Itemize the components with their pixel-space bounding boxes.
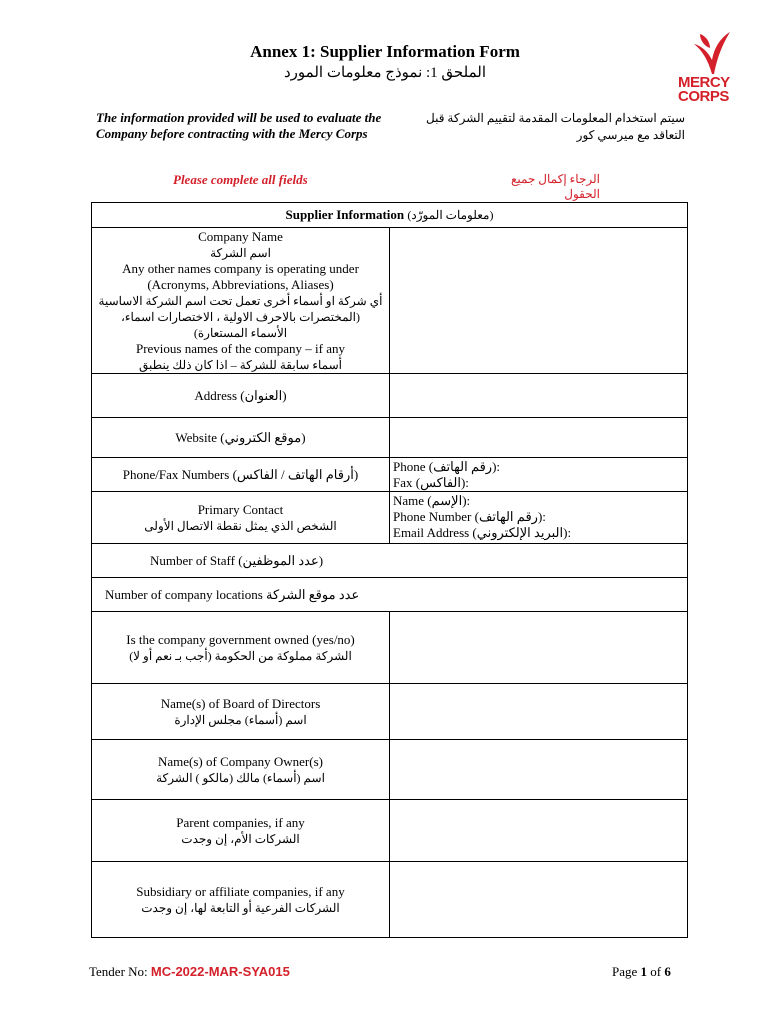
phone-fax-label: Phone/Fax Numbers (أرقام الهاتف / الفاكس) <box>92 458 390 492</box>
logo-text-corps: CORPS <box>678 88 729 105</box>
subsidiary-label <box>92 862 390 938</box>
previous-names-label-en: Previous names of the company – if any <box>135 340 346 356</box>
subsidiary-input-cell[interactable] <box>390 862 688 938</box>
company-names-label <box>92 228 390 374</box>
staff-label: Number of Staff (عدد الموظفين) <box>150 552 324 568</box>
website-label: Website (موقع الكتروني) <box>92 418 390 458</box>
company-name-label-ar: اسم الشركة <box>210 245 271 260</box>
board-label-ar: اسم (أسماء) مجلس الإدارة <box>174 712 307 727</box>
mercy-corps-logo <box>678 30 738 104</box>
locations-row[interactable] <box>92 578 688 612</box>
other-names-label-ar2: (المختصرات بالاحرف الاولية ، الاختصارات اسماء، <box>120 309 361 324</box>
table-header <box>92 203 688 228</box>
gov-owned-label-en: Is the company government owned (yes/no) <box>126 631 355 647</box>
gov-owned-label-ar: الشركة مملوكة من الحكومة (أجب بـ نعم أو لا) <box>129 648 352 663</box>
table-header-arabic: (معلومات المورّد) <box>407 208 494 222</box>
contact-phone-field-label: Phone Number (رقم الهاتف): <box>393 509 546 524</box>
page-of: of <box>650 964 662 979</box>
other-names-label-en1: Any other names company is operating under <box>122 260 359 276</box>
tender-number <box>89 964 290 980</box>
locations-label: Number of company locations عدد موقع الشركة <box>105 586 360 602</box>
previous-names-label-ar: أسماء سابقة للشركة – اذا كان ذلك ينطبق <box>138 357 343 372</box>
phone-field-label: Phone (رقم الهاتف): <box>393 459 501 474</box>
other-names-label-en2: (Acronyms, Abbreviations, Aliases) <box>147 276 334 292</box>
parent-companies-input-cell[interactable] <box>390 800 688 862</box>
form-title-arabic: الملحق 1: نموذج معلومات المورد <box>284 65 486 81</box>
board-input-cell[interactable] <box>390 684 688 740</box>
owners-input-cell[interactable] <box>390 740 688 800</box>
gov-owned-label <box>92 612 390 684</box>
page-current: 1 <box>640 964 648 979</box>
subsidiary-label-en: Subsidiary or affiliate companies, if any <box>136 883 345 899</box>
subsidiary-label-ar: الشركات الفرعية أو التابعة لها، إن وجدت <box>141 900 340 915</box>
board-label <box>92 684 390 740</box>
staff-row[interactable] <box>92 544 688 578</box>
address-input-cell[interactable] <box>390 374 688 418</box>
primary-contact-input-cell[interactable] <box>390 492 688 544</box>
primary-contact-label-en: Primary Contact <box>197 501 284 517</box>
owners-label-en: Name(s) of Company Owner(s) <box>158 753 323 769</box>
owners-label <box>92 740 390 800</box>
parent-companies-label-en: Parent companies, if any <box>176 814 305 830</box>
page-total: 6 <box>664 964 671 979</box>
company-name-label-en: Company Name <box>198 228 283 244</box>
contact-email-field-label: Email Address (البريد الإلكتروني): <box>393 525 572 540</box>
other-names-label-ar3: الأسماء المستعارة) <box>193 325 288 340</box>
tender-value: MC-2022-MAR-SYA015 <box>150 964 290 979</box>
primary-contact-label <box>92 492 390 544</box>
logo-text-mercy: MERCY <box>678 74 730 91</box>
page-prefix: Page <box>612 964 638 979</box>
form-title: Annex 1: Supplier Information Form <box>250 42 520 61</box>
required-note-arabic: الرجاء إكمال جميع الحقول <box>510 172 600 201</box>
phone-fax-input-cell[interactable] <box>390 458 688 492</box>
board-label-en: Name(s) of Board of Directors <box>160 695 321 711</box>
required-note-english: Please complete all fields <box>173 172 308 187</box>
mercy-corps-leaf-icon <box>690 30 734 76</box>
intro-text-english: The information provided will be used to evaluate the Company before contracting with the Mercy Corps <box>96 110 382 141</box>
gov-owned-input-cell[interactable] <box>390 612 688 684</box>
intro-text-arabic: سيتم استخدام المعلومات المقدمة لتقييم الشركة قبل التعاقد مع ميرسي كور <box>425 111 685 142</box>
other-names-label-ar1: أي شركة او أسماء أخرى تعمل تحت اسم الشركة الاساسية <box>98 293 383 308</box>
supplier-info-table <box>91 202 688 938</box>
company-names-input-cell[interactable] <box>390 228 688 374</box>
page-number <box>612 964 671 980</box>
tender-label: Tender No: <box>89 964 148 979</box>
primary-contact-label-ar: الشخص الذي يمثل نقطة الاتصال الأولى <box>144 518 337 533</box>
contact-name-field-label: Name (الإسم): <box>393 493 471 508</box>
fax-field-label: Fax (الفاكس): <box>393 475 469 490</box>
parent-companies-label-ar: الشركات الأم، إن وجدت <box>181 831 300 846</box>
table-header-english: Supplier Information <box>285 207 405 222</box>
address-label: Address (العنوان) <box>92 374 390 418</box>
website-input-cell[interactable] <box>390 418 688 458</box>
parent-companies-label <box>92 800 390 862</box>
owners-label-ar: اسم (أسماء) مالك (مالكو ) الشركة <box>156 770 325 785</box>
